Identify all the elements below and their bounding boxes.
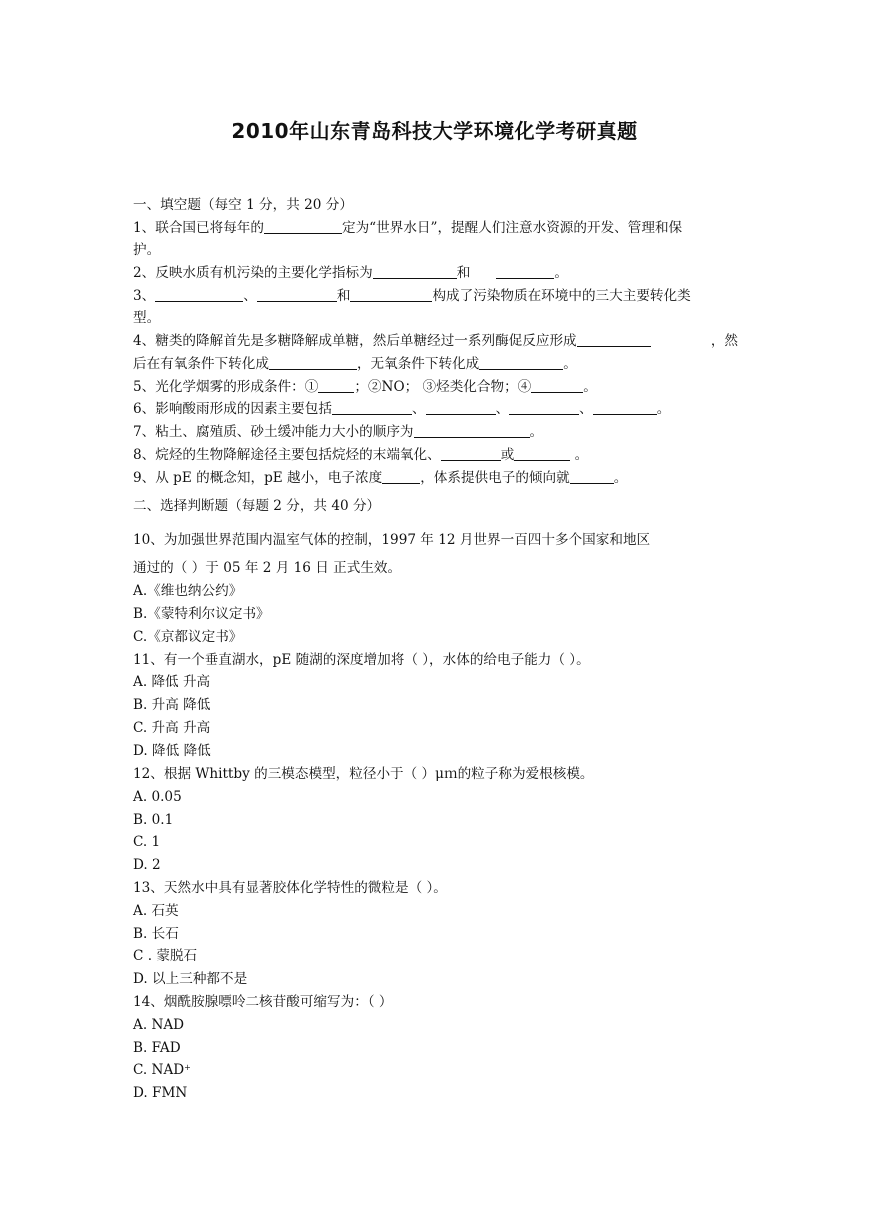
q7-text-b: 。 (529, 424, 544, 440)
answer-blank[interactable] (269, 355, 357, 370)
q2-text-b: 和 (456, 265, 471, 281)
answer-blank[interactable] (257, 287, 337, 302)
q3-text-a: 3、 (133, 288, 156, 304)
option-c: C. 升高 升高 (133, 720, 211, 736)
q6-text-d: 、 (579, 401, 593, 417)
q8-text-a: 8、烷烃的生物降解途径主要包括烷烃的末端氧化、 (133, 447, 441, 463)
option-d: D. 以上三种都不是 (133, 971, 248, 987)
option-d: D. 降低 降低 (133, 743, 211, 759)
option-b: B. 0.1 (133, 812, 174, 828)
q5-text-b: ；②NO； ③烃类化合物；④ (354, 379, 532, 395)
q2-text-c: 。 (554, 265, 568, 281)
question-12: 12、根据 Whittby 的三模态模型，粒径小于（ ）μｍ的粒子称为爱根核模。 (133, 766, 594, 782)
option-c (133, 1060, 738, 1080)
answer-blank[interactable] (514, 446, 570, 461)
question-9 (133, 468, 738, 488)
answer-blank[interactable] (332, 400, 412, 415)
question-3-cont: 型。 (133, 310, 161, 326)
q5-text-a: 5、光化学烟雾的形成条件：① (133, 379, 319, 395)
q1-text-a: 1、联合国已将每年的 (133, 220, 264, 236)
q9-text-c: 。 (613, 470, 628, 486)
q3-text-b: 、 (243, 288, 257, 304)
option-c: C. 1 (133, 834, 161, 850)
answer-blank[interactable] (441, 446, 501, 461)
question-5 (133, 377, 738, 397)
q1-text-b: 定为“世界水日”，提醒人们注意水资源的开发、管理和保 (342, 220, 683, 236)
option-d: D. FMN (133, 1085, 188, 1101)
q6-text-a: 6、影响酸雨形成的因素主要包括 (133, 401, 332, 417)
q4-text-c: 后在有氧条件下转化成 (133, 356, 269, 372)
answer-blank[interactable] (593, 400, 657, 415)
option-a: A. NAD (133, 1017, 185, 1033)
question-10: 10、为加强世界范围内温室气体的控制，1997 年 12 月世界一百四十多个国家和地区 (133, 532, 651, 548)
answer-blank[interactable] (264, 219, 342, 234)
question-14: 14、烟酰胺腺嘌呤二核苷酸可缩写为：（ ） (133, 994, 393, 1010)
question-7 (133, 422, 738, 442)
option-b: B. 升高 降低 (133, 697, 211, 713)
option-c-text: C. NAD (133, 1062, 185, 1078)
q6-text-c: 、 (495, 401, 510, 417)
question-8 (133, 445, 738, 465)
answer-blank[interactable] (496, 264, 554, 279)
answer-blank[interactable] (570, 469, 614, 484)
option-c: C.《京都议定书》 (133, 629, 243, 645)
page-title: 2010年山东青岛科技大学环境化学考研真题 (231, 119, 638, 143)
q4-text-b: ，然 (710, 333, 738, 349)
answer-blank[interactable] (577, 332, 651, 347)
question-2 (133, 263, 738, 283)
option-a: A.《维也纳公约》 (133, 583, 243, 599)
answer-blank[interactable] (373, 264, 457, 279)
answer-blank[interactable] (382, 469, 420, 484)
q4-text-d: ，无氧条件下转化成 (356, 356, 480, 372)
option-b: B. FAD (133, 1040, 181, 1056)
option-d: D. 2 (133, 857, 161, 873)
question-4-cont (133, 354, 738, 374)
q6-text-b: 、 (411, 401, 426, 417)
question-1 (133, 218, 738, 238)
answer-blank[interactable] (479, 355, 563, 370)
answer-blank[interactable] (155, 287, 243, 302)
question-11: 11、有一个垂直湖水，pE 随湖的深度增加将（ ），水体的给电子能力（ ）。 (133, 652, 590, 668)
question-10-cont: 通过的（ ）于 05 年 2 月 16 日 正式生效。 (133, 560, 402, 576)
q8-text-b: 或 (500, 447, 515, 463)
q4-text-a: 4、糖类的降解首先是多糖降解成单糖，然后单糖经过一系列酶促反应形成 (133, 333, 577, 349)
superscript-plus: + (184, 1063, 191, 1072)
answer-blank[interactable] (531, 378, 583, 393)
q3-text-c: 和 (336, 288, 351, 304)
q7-text-a: 7、粘土、腐殖质、砂土缓冲能力大小的顺序为 (133, 424, 414, 440)
q9-text-b: ，体系提供电子的倾向就 (420, 470, 570, 486)
q9-text-a: 9、从 pE 的概念知，pE 越小，电子浓度 (133, 470, 383, 486)
question-6 (133, 399, 738, 419)
question-1-cont: 护。 (133, 242, 161, 258)
option-b: B.《蒙特利尔议定书》 (133, 606, 270, 622)
answer-blank[interactable] (426, 400, 496, 415)
option-a: A. 降低 升高 (133, 674, 211, 690)
answer-blank[interactable] (350, 287, 432, 302)
option-b: B. 长石 (133, 926, 179, 942)
question-13: 13、天然水中具有显著胶体化学特性的微粒是（ ）。 (133, 880, 447, 896)
option-c: C . 蒙脱石 (133, 948, 198, 964)
section2-header: 二、选择判断题（每题 2 分，共 40 分） (133, 498, 381, 514)
answer-blank[interactable] (509, 400, 579, 415)
q2-text-a: 2、反映水质有机污染的主要化学指标为 (133, 265, 373, 281)
q3-text-d: 构成了污染物质在环境中的三大主要转化类 (432, 288, 691, 304)
option-a: A. 石英 (133, 903, 179, 919)
q8-text-c: 。 (570, 447, 589, 463)
q6-text-e: 。 (656, 401, 671, 417)
answer-blank[interactable] (318, 378, 354, 393)
option-a: A. 0.05 (133, 789, 182, 805)
answer-blank[interactable] (414, 423, 530, 438)
question-4 (133, 331, 738, 351)
q5-text-c: 。 (583, 379, 597, 395)
question-3 (133, 286, 738, 306)
section1-header: 一、填空题（每空 1 分，共 20 分） (133, 197, 353, 213)
q4-text-e: 。 (563, 356, 577, 372)
